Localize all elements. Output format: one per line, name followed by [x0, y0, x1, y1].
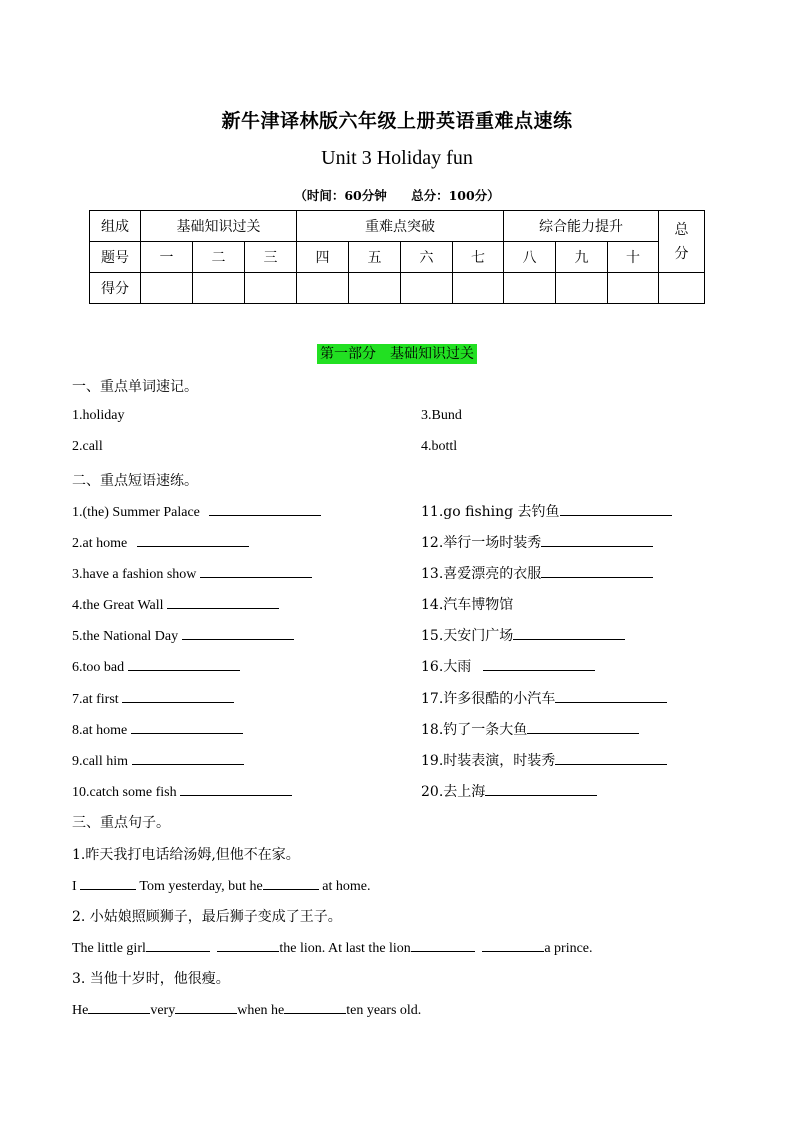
total-score: 总分：100分） [411, 188, 500, 203]
score-cell[interactable] [556, 273, 608, 304]
answer-blank[interactable] [200, 563, 312, 578]
sentence-fragment: Tom yesterday, but he [139, 879, 263, 894]
sentence-answer [72, 875, 370, 895]
phrase-item [421, 532, 653, 552]
phrase-text: 7.at first [72, 692, 119, 707]
unit-subtitle: Unit 3 Holiday fun [321, 147, 473, 169]
phrase-item [421, 563, 653, 583]
score-table-header-difficult: 重难点突破 [297, 211, 504, 242]
sentence-fragment: I [72, 879, 77, 894]
answer-blank[interactable] [217, 937, 279, 952]
word-item: 4.bottl [421, 439, 458, 454]
phrase-item [421, 501, 672, 521]
phrase-text: 15.天安门广场 [421, 628, 514, 644]
answer-blank[interactable] [284, 999, 346, 1014]
sentence-fragment: a prince. [544, 941, 593, 956]
score-table-score-label: 得分 [90, 273, 141, 304]
score-table-header-comprehensive: 综合能力提升 [504, 211, 659, 242]
part1-banner [0, 343, 794, 363]
word-item: 1.holiday [72, 408, 125, 423]
phrase-item [72, 563, 312, 583]
phrase-item [421, 750, 667, 770]
sentence-fragment: ten years old. [346, 1003, 422, 1018]
sentence-fragment: very [150, 1003, 176, 1018]
score-table-header-composition: 组成 [90, 211, 141, 242]
answer-blank[interactable] [209, 501, 321, 516]
sentence-fragment: The little girl [72, 941, 146, 956]
score-cell[interactable] [245, 273, 297, 304]
score-table [89, 210, 705, 304]
answer-blank[interactable] [137, 532, 249, 547]
question-number: 九 [556, 242, 608, 273]
sentence-question: 2. 小姑娘照顾狮子，最后狮子变成了王子。 [72, 909, 342, 925]
score-table-header-total: 总分 [659, 211, 705, 273]
phrase-text: 10.catch some fish [72, 785, 177, 800]
phrase-text: 1.(the) Summer Palace [72, 505, 200, 520]
word-item: 2.call [72, 439, 103, 454]
phrase-item [421, 625, 625, 645]
answer-blank[interactable] [541, 532, 653, 547]
score-cell[interactable] [608, 273, 659, 304]
question-number: 八 [504, 242, 556, 273]
question-number: 十 [608, 242, 659, 273]
score-table-question-label: 题号 [90, 242, 141, 273]
answer-blank[interactable] [167, 594, 279, 609]
phrase-text: 11.go fishing 去钓鱼 [421, 504, 560, 520]
answer-blank[interactable] [122, 688, 234, 703]
answer-blank[interactable] [555, 750, 667, 765]
question-number: 六 [401, 242, 453, 273]
sentence-question: 3. 当他十岁时，他很瘦。 [72, 971, 230, 987]
answer-blank[interactable] [180, 781, 292, 796]
answer-blank[interactable] [182, 625, 294, 640]
phrase-item [421, 781, 597, 801]
question-number: 一 [141, 242, 193, 273]
score-cell[interactable] [453, 273, 504, 304]
sentence-fragment: the lion. At last the lion [279, 941, 411, 956]
answer-blank[interactable] [411, 937, 475, 952]
sentence-fragment: when he [237, 1003, 285, 1018]
phrase-text: 9.call him [72, 754, 128, 769]
answer-blank[interactable] [513, 625, 625, 640]
phrase-item [421, 719, 639, 739]
phrase-text: 19.时装表演，时装秀 [421, 753, 556, 769]
phrase-item [72, 719, 243, 739]
score-cell[interactable] [141, 273, 193, 304]
answer-blank[interactable] [131, 719, 243, 734]
score-cell[interactable] [297, 273, 349, 304]
score-cell-total[interactable] [659, 273, 705, 304]
phrase-text: 3.have a fashion show [72, 567, 197, 582]
answer-blank[interactable] [146, 937, 210, 952]
answer-blank[interactable] [263, 875, 319, 890]
phrase-item [72, 781, 292, 801]
phrase-item [72, 625, 294, 645]
part1-banner-label: 第一部分 基础知识过关 [317, 344, 477, 364]
question-number: 四 [297, 242, 349, 273]
section2-heading: 二、重点短语速练。 [72, 473, 198, 489]
answer-blank[interactable] [132, 750, 244, 765]
answer-blank[interactable] [175, 999, 237, 1014]
phrase-text: 20.去上海 [421, 784, 486, 800]
score-cell[interactable] [349, 273, 401, 304]
section3-heading: 三、重点句子。 [72, 815, 170, 831]
phrase-text: 2.at home [72, 536, 128, 551]
score-cell[interactable] [193, 273, 245, 304]
phrase-text: 6.too bad [72, 660, 125, 675]
phrase-item [72, 532, 249, 552]
answer-blank[interactable] [485, 781, 597, 796]
phrase-item [72, 656, 240, 676]
phrase-item [421, 594, 513, 614]
sentence-answer [72, 937, 593, 957]
phrase-text: 18.钓了一条大鱼 [421, 722, 528, 738]
phrase-text: 12.举行一场时装秀 [421, 535, 542, 551]
phrase-item [72, 750, 244, 770]
answer-blank[interactable] [555, 688, 667, 703]
phrase-text: 17.许多很酷的小汽车 [421, 691, 556, 707]
phrase-text: 16.大雨 [421, 659, 472, 675]
phrase-text: 4.the Great Wall [72, 598, 164, 613]
answer-blank[interactable] [482, 937, 544, 952]
sentence-answer [72, 999, 421, 1019]
question-number: 三 [245, 242, 297, 273]
answer-blank[interactable] [541, 563, 653, 578]
score-cell[interactable] [401, 273, 453, 304]
time-limit: （时间：60分钟 [294, 188, 387, 203]
answer-blank[interactable] [560, 501, 672, 516]
score-table-header-basic: 基础知识过关 [141, 211, 297, 242]
phrase-text: 5.the National Day [72, 629, 179, 644]
answer-blank[interactable] [88, 999, 150, 1014]
phrase-item [72, 594, 279, 614]
sentence-fragment: He [72, 1003, 89, 1018]
answer-blank[interactable] [527, 719, 639, 734]
phrase-item [421, 656, 595, 676]
phrase-text: 8.at home [72, 723, 128, 738]
question-number: 七 [453, 242, 504, 273]
sentence-fragment: at home. [322, 879, 371, 894]
word-item: 3.Bund [421, 408, 462, 423]
section1-heading: 一、重点单词速记。 [72, 379, 198, 395]
phrase-item [421, 688, 667, 708]
phrase-text: 13.喜爱漂亮的衣服 [421, 566, 542, 582]
question-number: 二 [193, 242, 245, 273]
time-score-info [0, 186, 794, 204]
worksheet-title: 新牛津译林版六年级上册英语重难点速练 [221, 110, 573, 132]
answer-blank[interactable] [80, 875, 136, 890]
score-cell[interactable] [504, 273, 556, 304]
phrase-text: 14.汽车博物馆 [421, 597, 514, 613]
phrase-item [72, 501, 321, 521]
answer-blank[interactable] [483, 656, 595, 671]
question-number: 五 [349, 242, 401, 273]
answer-blank[interactable] [128, 656, 240, 671]
phrase-item [72, 688, 234, 708]
sentence-question: 1.昨天我打电话给汤姆,但他不在家。 [72, 847, 300, 863]
